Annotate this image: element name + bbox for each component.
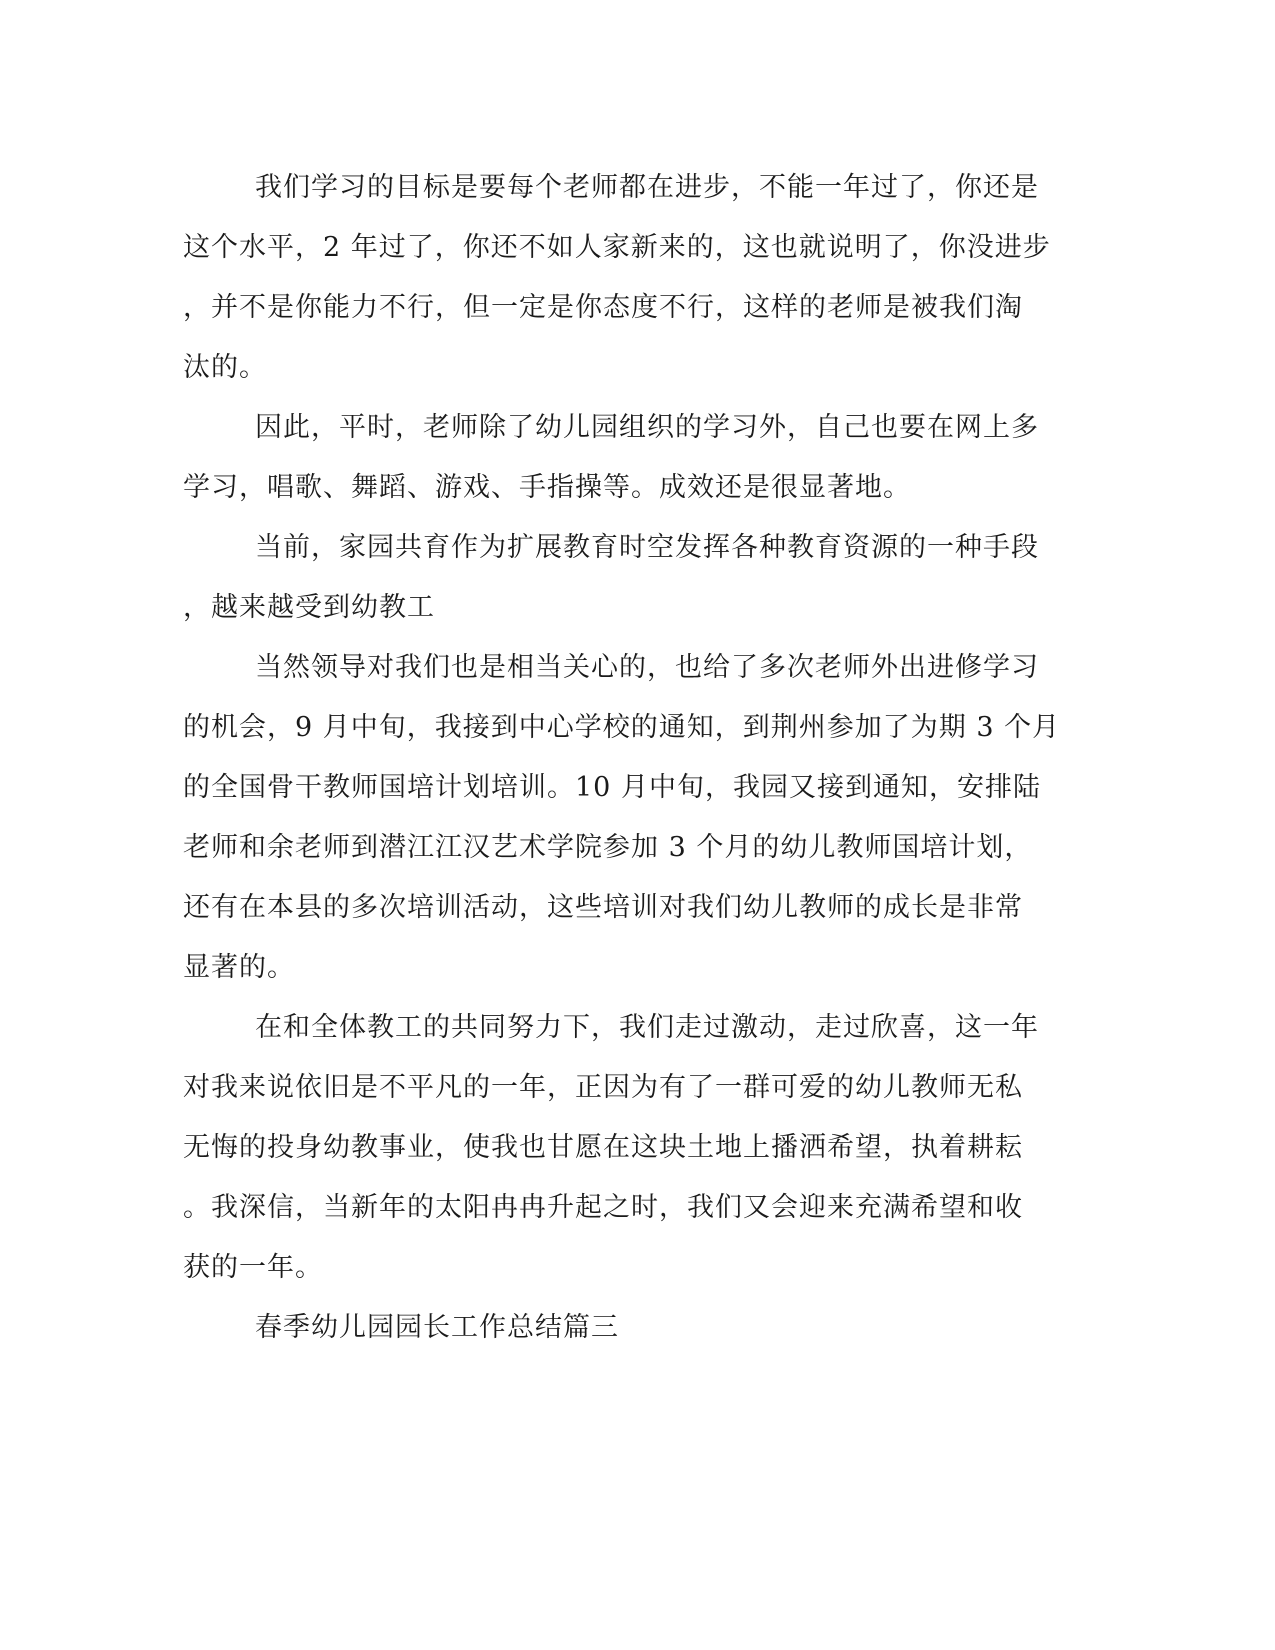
text-line: 这个水平，2 年过了，你还不如人家新来的，这也就说明了，你没进步 [183,232,1051,263]
text-line: 的全国骨干教师国培计划培训。10 月中旬，我园又接到通知，安排陆 [183,772,1041,803]
text-line: 还有在本县的多次培训活动，这些培训对我们幼儿教师的成长是非常 [183,892,1023,923]
text-line: 在和全体教工的共同努力下，我们走过激动，走过欣喜，这一年 [255,1012,1039,1043]
text-line: 我们学习的目标是要每个老师都在进步，不能一年过了，你还是 [255,172,1039,203]
section-heading: 春季幼儿园园长工作总结篇三 [255,1312,619,1343]
text-line: 的机会，9 月中旬，我接到中心学校的通知，到荆州参加了为期 3 个月 [183,712,1061,743]
text-line: 对我来说依旧是不平凡的一年，正因为有了一群可爱的幼儿教师无私 [183,1072,1023,1103]
text-line: 获的一年。 [183,1252,323,1283]
text-line: 。我深信，当新年的太阳冉冉升起之时，我们又会迎来充满希望和收 [183,1192,1023,1223]
text-line: 学习，唱歌、舞蹈、游戏、手指操等。成效还是很显著地。 [183,472,911,503]
text-line: ，越来越受到幼教工 [183,592,435,623]
text-line: 因此，平时，老师除了幼儿园组织的学习外，自己也要在网上多 [255,412,1039,443]
text-line: 当然领导对我们也是相当关心的，也给了多次老师外出进修学习 [255,652,1039,683]
text-line: ，并不是你能力不行，但一定是你态度不行，这样的老师是被我们淘 [183,292,1023,323]
text-line: 无悔的投身幼教事业，使我也甘愿在这块土地上播洒希望，执着耕耘 [183,1132,1023,1163]
text-line: 当前，家园共育作为扩展教育时空发挥各种教育资源的一种手段 [255,532,1039,563]
text-line: 汰的。 [183,352,267,383]
document-body [183,158,1063,1358]
text-line: 显著的。 [183,952,295,983]
text-line: 老师和余老师到潜江江汉艺术学院参加 3 个月的幼儿教师国培计划， [183,832,1033,863]
